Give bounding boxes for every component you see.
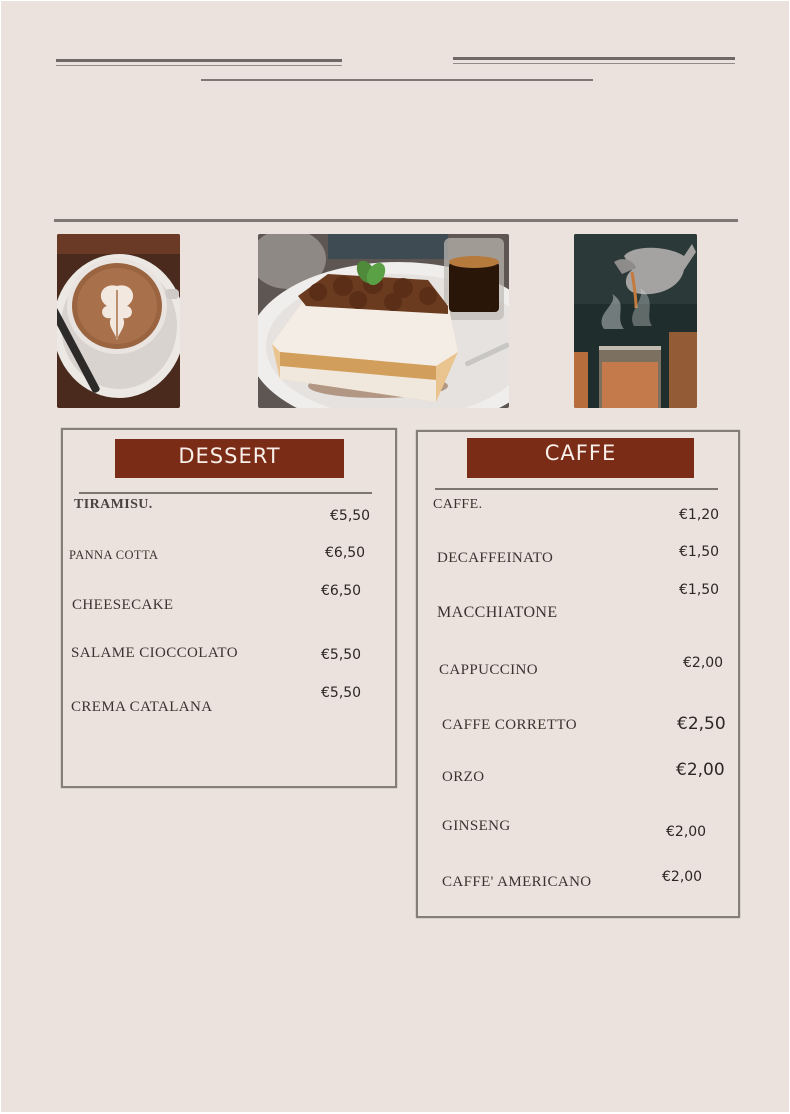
menu-item-price: €5,50 [330,508,371,524]
menu-item-name: SALAME CIOCCOLATO [71,645,238,661]
menu-item-name: CAFFE' AMERICANO [442,874,592,890]
menu-item-price: €1,20 [679,507,720,523]
menu-item-name: CAPPUCCINO [439,662,539,678]
menu-item-price: €1,50 [679,544,720,560]
caffe-title: CAFFE [544,441,617,465]
menu-item-name: DECAFFEINATO [437,550,554,566]
menu-item-price: €2,00 [662,869,703,885]
menu-item-price: €6,50 [325,545,366,561]
tiramisu-photo [258,234,509,408]
section-divider [54,219,738,222]
menu-item-price: €6,50 [321,583,362,599]
menu-item-price: €2,50 [677,714,726,734]
menu-item-price: €5,50 [321,647,362,663]
header-rule-right [453,57,735,64]
header-rule-left [56,59,342,66]
latte-art-photo [57,234,180,408]
header-rule-center [201,79,593,81]
menu-item-name: CAFFE. [433,497,483,512]
caffe-title-banner [467,438,694,478]
menu-item-name: ORZO [442,769,485,785]
menu-item-price: €1,50 [679,582,720,598]
menu-page [1,1,789,1112]
dessert-title-banner [115,439,344,478]
menu-item-name: TIRAMISU. [74,497,153,512]
caffe-header-rule [435,488,718,490]
dessert-title: DESSERT [178,444,281,468]
dessert-header-rule [79,492,372,494]
menu-item-name: GINSENG [442,818,511,834]
menu-item-name: CAFFE CORRETTO [442,717,577,733]
menu-item-price: €5,50 [321,685,362,701]
menu-item-name: CHEESECAKE [72,597,174,613]
pouring-tea-photo [574,234,697,408]
menu-item-price: €2,00 [683,655,724,671]
menu-item-name: MACCHIATONE [437,604,558,621]
menu-item-price: €2,00 [666,824,707,840]
menu-item-name: PANNA COTTA [69,548,159,562]
menu-item-name: CREMA CATALANA [71,699,213,715]
menu-item-price: €2,00 [676,760,725,780]
